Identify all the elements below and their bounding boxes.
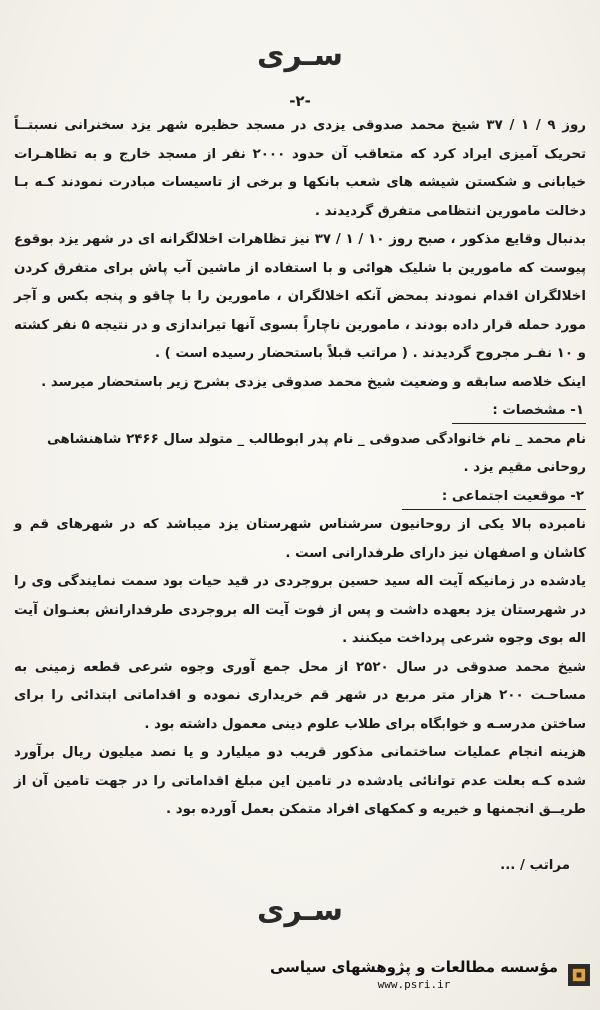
continuation-note: مراتب / ... — [500, 858, 570, 873]
classification-stamp-top: سـری — [257, 38, 343, 73]
institute-watermark — [270, 952, 590, 997]
document-body — [14, 112, 586, 825]
page-number: -۲- — [289, 92, 311, 110]
paragraph-1: روز ۹ / ۱ / ۳۷ شیخ محمد صدوقی یزدی در مسجد حظیره شهر یزد سخنرانی نسبتــاً تحریک آمیزی ایراد کرد که متعاقب آن حدود ۲۰۰۰ نفر از مسجد خارج و به تظاهـرات خیابانی و شکستن شیشه های شعب بانکها و برخی از تاسیسات مبادرت نمودند کـه بـا دخالت مامورین انتظامی متفرق گردیدند . — [14, 118, 587, 219]
section2-paragraph-3: شیخ محمد صدوقی در سال ۲۵۲۰ از محل جمع آوری وجوه شرعی قطعه زمینی به مساحـت ۲۰۰ هزار متر مربع در شهر قم خریداری نموده و اقداماتی ابتدائی را برای ساختن مدرسـه و خوابگاه برای طلاب علوم دینی معمول داشته بود . — [14, 659, 587, 732]
institute-logo-icon — [568, 957, 590, 993]
paragraph-2: بدنبال وقایع مذکور ، صبح روز ۱۰ / ۱ / ۳۷ نیز تظاهرات اخلالگرانه ای در شهر یزد بوقوع پیوست که مامورین با شلیک هوائی و با استفاده از ماشین آب پاش برای متفرق کردن اخلالگران اقدام نمودند بمحض آنکه اخلالگران ، مامورین را با چاقو و پنجه بکس و آجر مورد حمله قرار داده بودند ، مامورین ناچاراً بسوی آنها تیراندازی و در نتیجه ۵ نفر کشته و ۱۰ نفـر مجروح گردیدند . ( مراتب قبلاً باستحضار رسیده است ) . — [14, 232, 587, 361]
section2-paragraph-1: نامبرده بالا یکی از روحانیون سرشناس شهرستان یزد میباشد که در شهرهای قم و کاشان و اصفهان نیز دارای طرفدارانی است . — [14, 517, 586, 561]
section1-line-2: روحانی مقیم یزد . — [463, 460, 586, 475]
section1-line-1: نام محمد _ نام خانوادگی صدوقی _ نام پدر ابوطالب _ متولد سال ۲۴۶۶ شاهنشاهی — [46, 431, 586, 447]
institute-url: www.psri.ir — [377, 978, 451, 991]
section1-heading: ۱- مشخصات : — [14, 397, 586, 426]
section2-paragraph-4: هزینه انجام عملیات ساختمانی مذکور قریب دو میلیارد و یا نصد میلیون ریال برآورد شده کـه بعلت عدم توانائی یادشده در تامین این مبلغ اقداماتی را در جهت تامین آن از طریــق انجمنها و خیریه و کمکهای افراد متمکن بعمل آورده بود . — [14, 745, 586, 817]
section2-paragraph-2: یادشده در زمانیکه آیت اله سید حسین بروجردی در قید حیات بود سمت نمایندگی وی را در شهرستان یزد بعهده داشت و پس از فوت آیت اله بروجردی طرفدارانش بعنـوان آیت اله بوی وجوه شرعی پرداخت میکنند . — [14, 574, 586, 646]
institute-name: مؤسسه مطالعات و پژوهشهای سیاسی — [270, 958, 559, 976]
classification-stamp-bottom: سـری — [257, 893, 343, 928]
section2-heading: ۲- موقعیت اجتماعی : — [14, 483, 586, 512]
paragraph-3: اینک خلاصه سابقه و وضعیت شیخ محمد صدوقی یزدی بشرح زیر باستحضار میرسد . — [41, 374, 586, 390]
